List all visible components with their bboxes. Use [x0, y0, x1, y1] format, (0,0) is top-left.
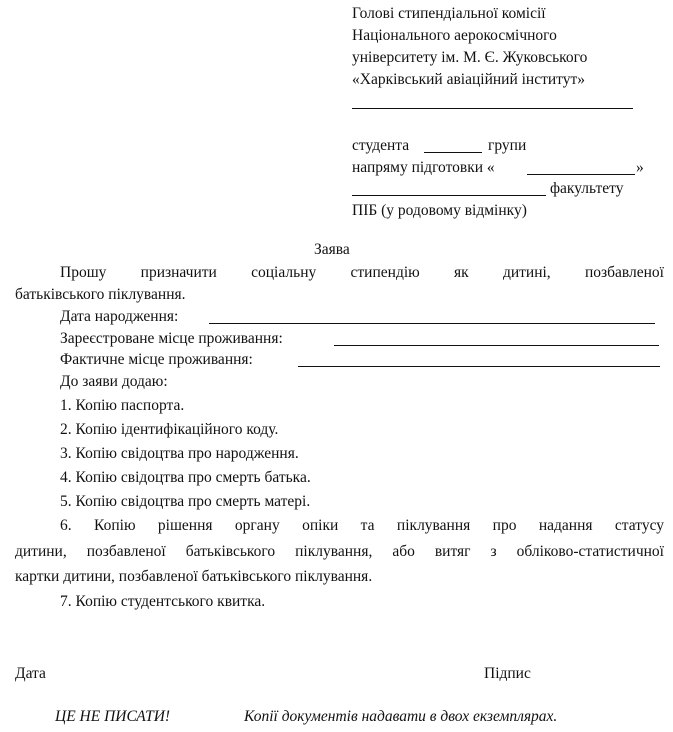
signature-label: Підпис [484, 665, 531, 682]
student-label: студента [352, 137, 410, 154]
faculty-label: факультету [550, 180, 624, 197]
addressee-line: Національного аерокосмічного [352, 27, 557, 44]
direction-blank [527, 174, 635, 175]
addressee-name-blank [352, 108, 633, 109]
attachment-item: 2. Копію ідентифікаційного коду. [60, 421, 279, 438]
attachment-item: 7. Копію студентського квитка. [60, 593, 266, 610]
attachment-item: 3. Копію свідоцтва про народження. [60, 445, 299, 462]
attachment-item: 1. Копію паспорта. [60, 397, 185, 414]
name-label: ПІБ (у родовому відмінку) [352, 202, 527, 219]
date-label: Дата [15, 665, 46, 682]
warning-note: ЦЕ НЕ ПИСАТИ! [55, 708, 171, 725]
attachment-item: 6. Копію рішення органу опіки та піклування про надання статусу [60, 517, 664, 534]
direction-close-quote: » [636, 159, 644, 176]
document-title: Заява [314, 241, 350, 258]
faculty-blank [352, 195, 546, 196]
addressee-line: «Харківський авіаційний інститут» [352, 71, 586, 88]
attachment-item-continued: дитини, позбавленої батьківського піклування, або витяг з обліково-статистичної [15, 543, 664, 560]
attachments-intro: До заяви додаю: [60, 373, 168, 390]
request-text: батьківського піклування. [15, 286, 186, 303]
actual-address-field [298, 366, 660, 367]
direction-label: напряму підготовки « [352, 159, 495, 176]
addressee-line: Голові стипендіальної комісії [352, 5, 546, 22]
group-label: групи [488, 137, 527, 154]
request-text: Прошу призначити соціальну стипендію як дитині, позбавленої [60, 264, 664, 281]
copies-note: Копії документів надавати в двох екземплярах. [244, 708, 558, 725]
attachment-item: 5. Копію свідоцтва про смерть матері. [60, 493, 311, 510]
registered-address-label: Зареєстроване місце проживання: [60, 330, 283, 347]
birth-date-label: Дата народження: [60, 308, 179, 325]
group-blank [424, 152, 482, 153]
attachment-item: 4. Копію свідоцтва про смерть батька. [60, 469, 311, 486]
attachment-item-continued: картки дитини, позбавленої батьківського піклування. [15, 568, 373, 585]
addressee-line: університету ім. М. Є. Жуковського [352, 49, 588, 66]
birth-date-field [209, 323, 655, 324]
registered-address-field [334, 345, 659, 346]
actual-address-label: Фактичне місце проживання: [60, 351, 253, 368]
